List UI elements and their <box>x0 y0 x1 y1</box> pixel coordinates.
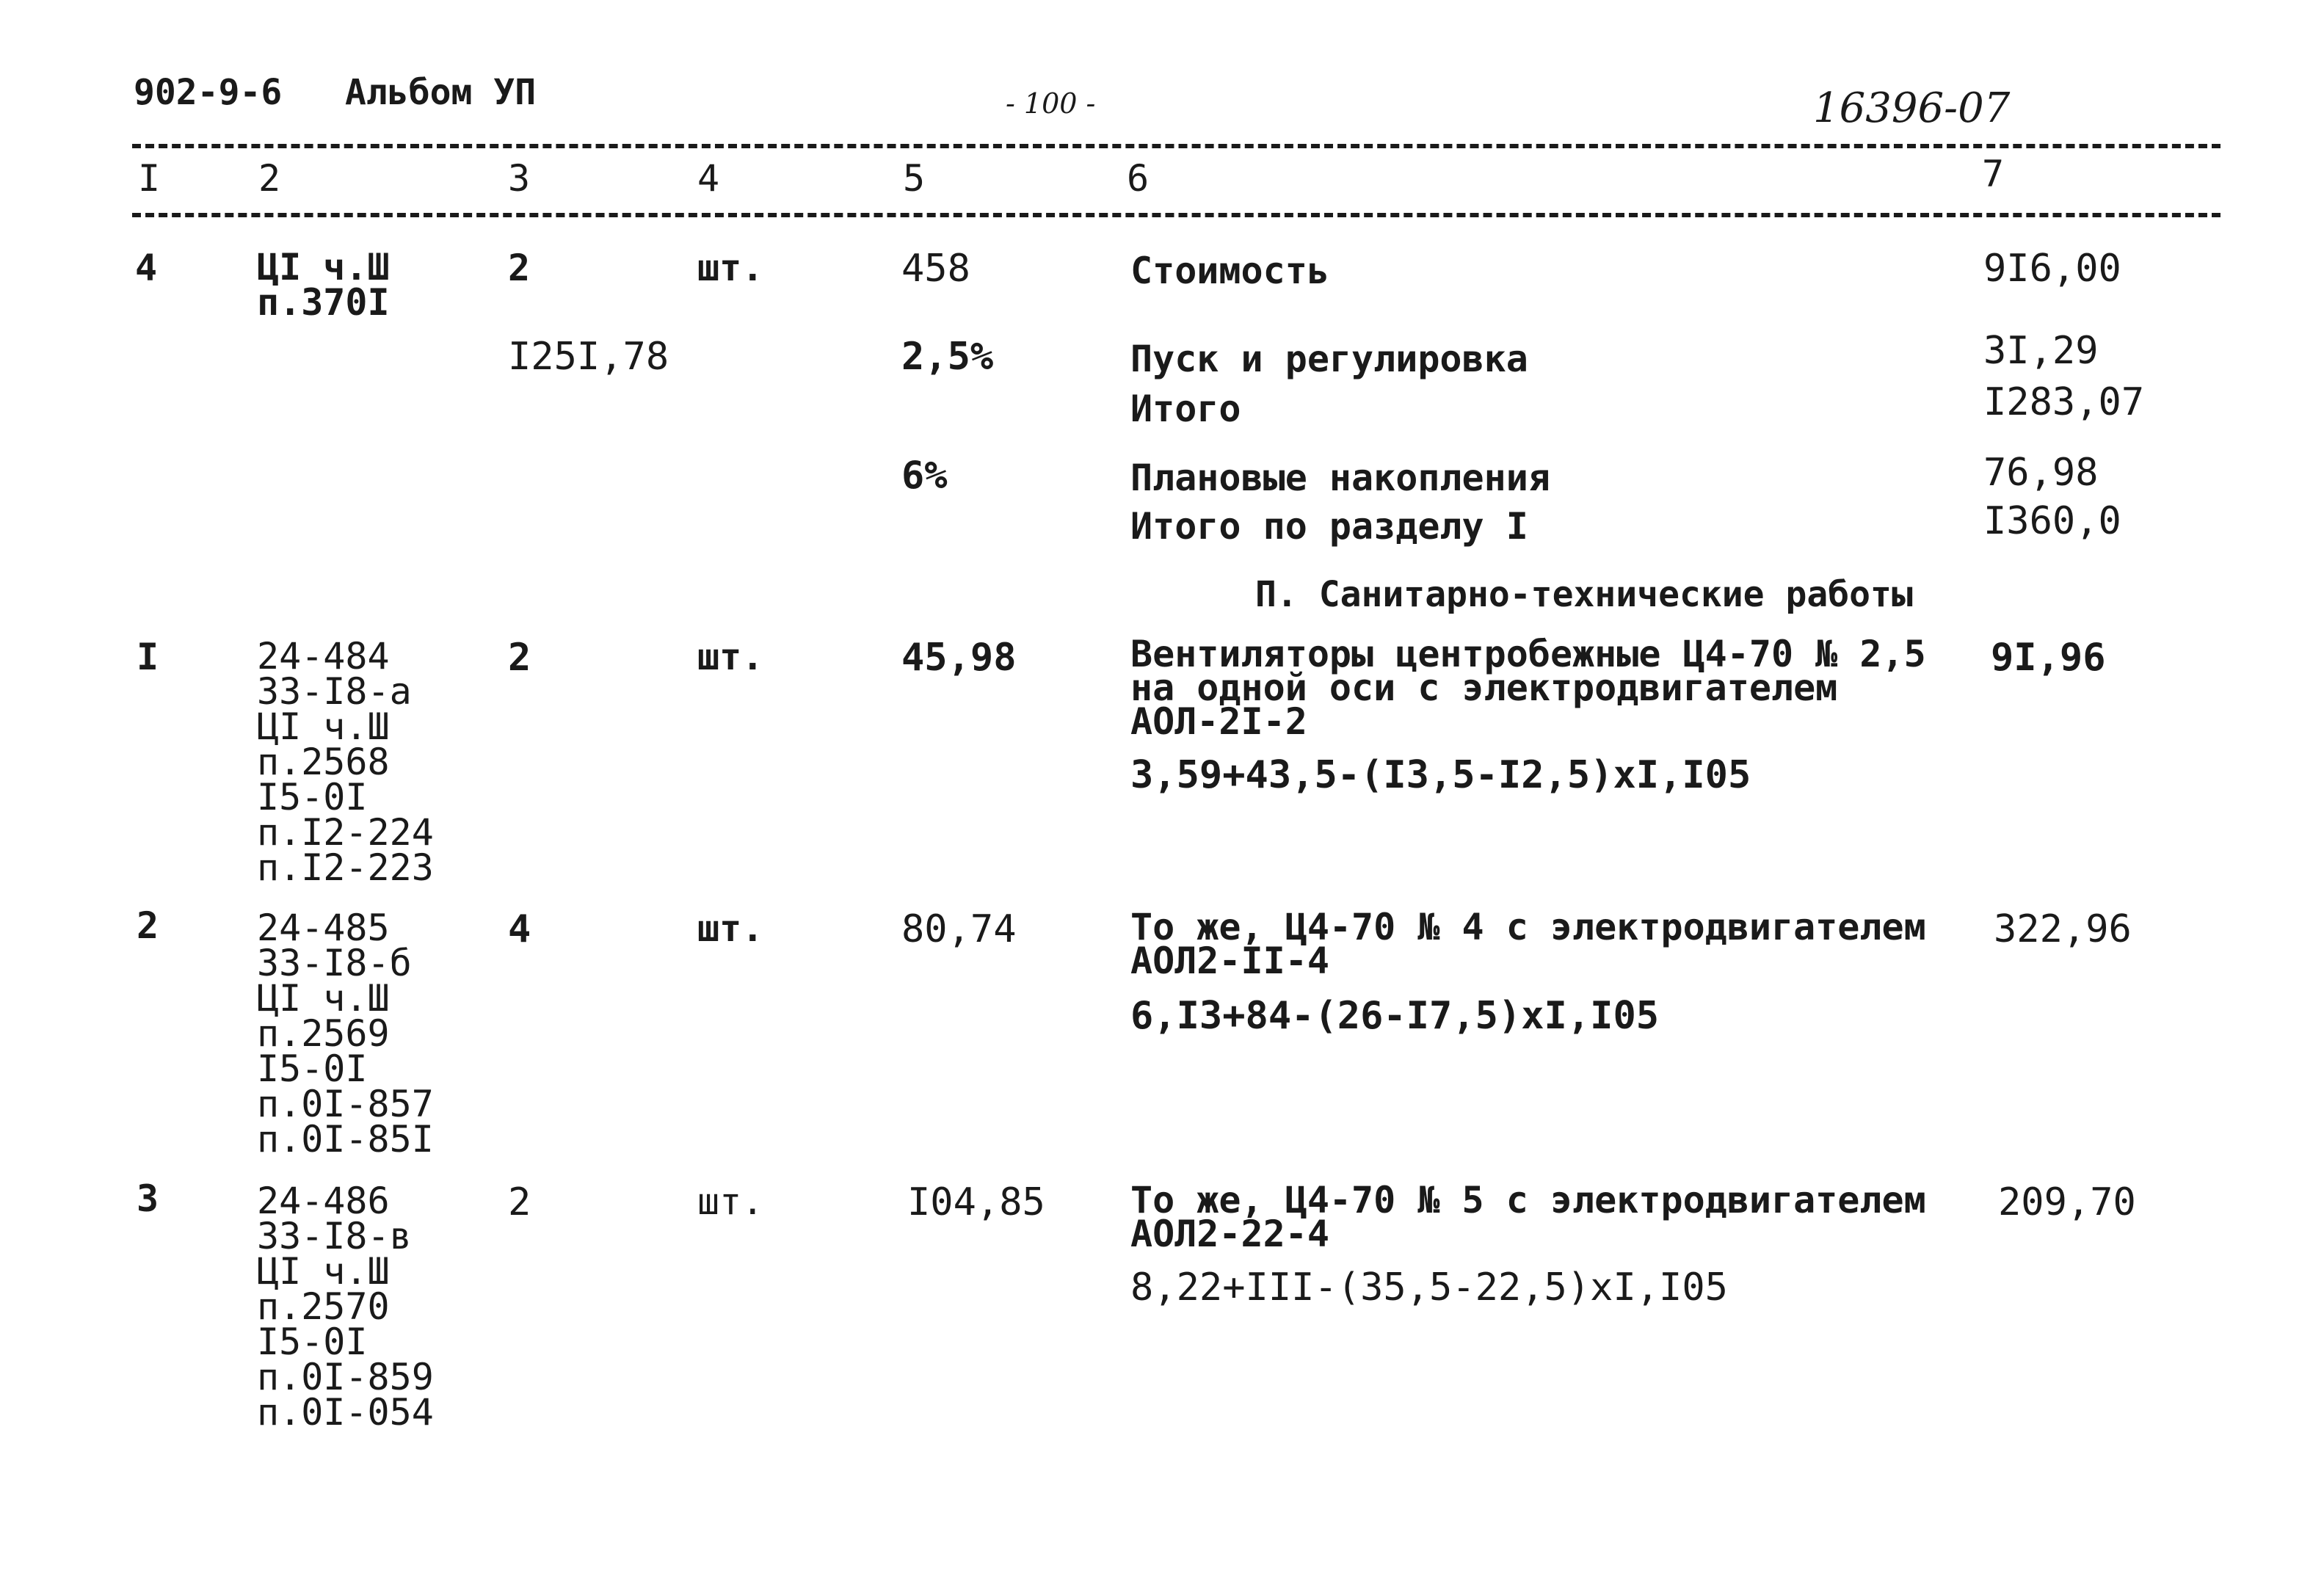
summary-total: I283,07 <box>1983 380 2145 424</box>
ref-line: 24-484 <box>257 635 390 678</box>
summary-total: I360,0 <box>1983 499 2121 543</box>
row-qty: 2 <box>508 1180 531 1224</box>
row-formula: 8,22+III-(35,5-22,5)хI,I05 <box>1130 1265 1728 1310</box>
row-unit: шт. <box>697 907 764 950</box>
ref-line: I5-0I <box>257 776 368 818</box>
row-description <box>1130 1179 1926 1255</box>
row-unit: шт. <box>697 636 764 678</box>
summary-name: Плановые накопления <box>1130 457 1550 499</box>
ref-line: п.0I-857 <box>257 1083 434 1125</box>
page-number: - 100 - <box>1006 87 1096 120</box>
row-unit: шт. <box>697 1180 764 1223</box>
summary-total: 76,98 <box>1983 451 2099 495</box>
ref-line: I5-0I <box>257 1321 368 1363</box>
section-title: П. Санитарно-технические работы <box>1255 574 1913 615</box>
ref-line: п.370I <box>257 281 390 324</box>
ref-line: ЦI ч.Ш <box>257 705 390 748</box>
project-code: 902-9-6 <box>134 72 283 113</box>
ref-line: 33-I8-б <box>257 942 412 984</box>
col-header-4: 4 <box>697 157 720 200</box>
desc-line: АОЛ2-22-4 <box>1130 1213 1329 1255</box>
row-total: 209,70 <box>1998 1180 2136 1224</box>
row-description <box>1130 633 1926 743</box>
row-price: I04,85 <box>907 1180 1045 1224</box>
desc-line: То же, Ц4-70 № 4 с электродвигателем <box>1130 906 1926 948</box>
row-number: 4 <box>135 247 158 289</box>
ref-line: 24-486 <box>257 1180 390 1222</box>
doc-number: 16396-07 <box>1813 84 2011 132</box>
summary-base: I25I,78 <box>508 335 669 379</box>
desc-line: То же, Ц4-70 № 5 с электродвигателем <box>1130 1179 1926 1221</box>
row-total: 9I,96 <box>1991 636 2106 680</box>
row-refs <box>257 635 434 889</box>
row-price: 458 <box>901 247 970 291</box>
row-price: 80,74 <box>901 907 1017 951</box>
desc-line: АОЛ-2I-2 <box>1130 700 1307 743</box>
row-total: 9I6,00 <box>1983 247 2121 291</box>
header-rule-top <box>132 144 2220 148</box>
desc-line: Вентиляторы центробежные Ц4-70 № 2,5 <box>1130 633 1926 675</box>
row-qty: 2 <box>508 247 531 289</box>
ref-line: ЦI ч.Ш <box>257 246 390 288</box>
ref-line: 24-485 <box>257 907 390 949</box>
summary-rate: 6% <box>901 454 948 498</box>
col-header-2: 2 <box>258 157 281 200</box>
col-header-1: I <box>138 157 161 200</box>
album-label: Альбом УП <box>345 72 537 113</box>
summary-rate: 2,5% <box>901 335 994 379</box>
summary-name: Итого по разделу I <box>1130 505 1528 548</box>
ref-line: ЦI ч.Ш <box>257 977 390 1020</box>
ref-line: ЦI ч.Ш <box>257 1250 390 1293</box>
ref-line: п.2569 <box>257 1012 390 1055</box>
row-number: 2 <box>137 904 159 947</box>
summary-total: 3I,29 <box>1983 329 2099 373</box>
row-name: Стоимость <box>1130 250 1329 292</box>
header-rule-bottom <box>132 213 2220 217</box>
ref-line: 33-I8-в <box>257 1215 412 1257</box>
row-refs <box>257 1180 434 1434</box>
row-refs <box>257 907 434 1161</box>
ref-line: п.0I-054 <box>257 1391 434 1434</box>
row-formula: 3,59+43,5-(I3,5-I2,5)хI,I05 <box>1130 753 1751 797</box>
ref-line: п.0I-859 <box>257 1356 434 1398</box>
col-header-6: 6 <box>1127 157 1150 200</box>
ref-line: 33-I8-а <box>257 670 412 713</box>
row-total: 322,96 <box>1994 907 2132 951</box>
row-price: 45,98 <box>901 636 1017 680</box>
row-formula: 6,I3+84-(26-I7,5)хI,I05 <box>1130 994 1660 1038</box>
ref-line: п.0I-85I <box>257 1118 434 1161</box>
ref-line: п.I2-223 <box>257 846 434 889</box>
row-refs <box>257 246 390 324</box>
row-description <box>1130 906 1926 982</box>
summary-name: Пуск и регулировка <box>1130 338 1528 380</box>
summary-name: Итого <box>1130 388 1241 430</box>
col-header-5: 5 <box>903 157 926 200</box>
ref-line: I5-0I <box>257 1047 368 1090</box>
row-qty: 4 <box>508 907 531 951</box>
row-number: I <box>137 636 159 678</box>
desc-line: АОЛ2-II-4 <box>1130 940 1329 982</box>
ref-line: п.I2-224 <box>257 811 434 854</box>
ref-line: п.2570 <box>257 1285 390 1328</box>
col-header-3: 3 <box>508 157 531 200</box>
row-qty: 2 <box>508 636 531 680</box>
col-header-7: 7 <box>1982 153 2005 195</box>
desc-line: на одной оси с электродвигателем <box>1130 667 1838 709</box>
row-number: 3 <box>137 1177 159 1220</box>
row-unit: шт. <box>697 247 764 289</box>
ref-line: п.2568 <box>257 741 390 783</box>
